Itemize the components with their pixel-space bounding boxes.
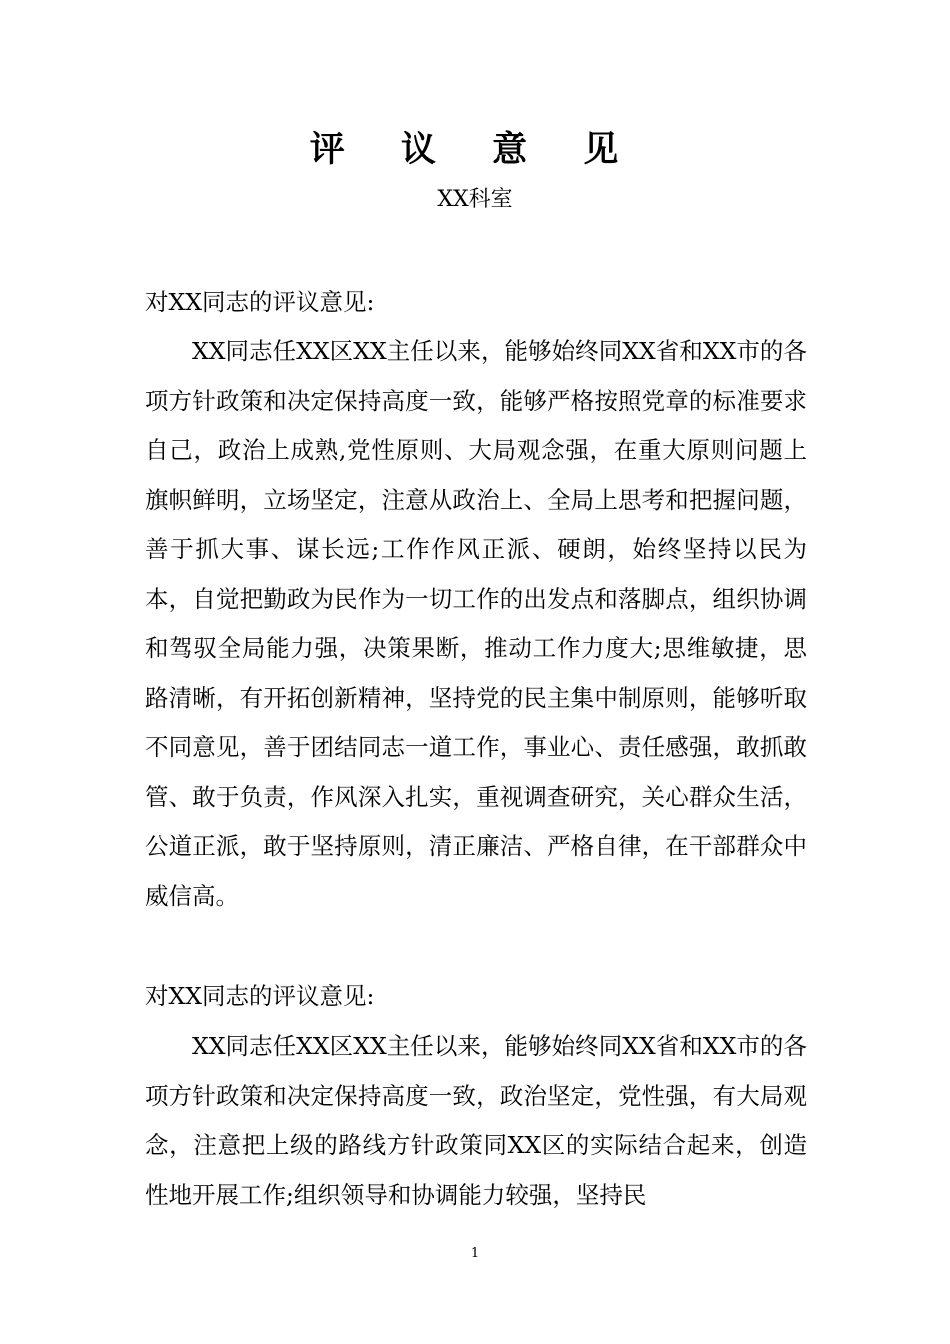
document-subtitle: XX科室 [437, 187, 513, 212]
section-heading-1: 对XX同志的评议意见: [145, 288, 375, 316]
document-title: 评 议 意 见 [309, 129, 641, 170]
section-paragraph-1: XX同志任XX区XX主任以来，能够始终同XX省和XX市的各项方针政策和决定保持高度一致，能够严格按照党章的标准要求自己，政治上成熟,党性原则、大局观念强，在重大原则问题上旗帜鲜明，立场坚定，注意从政治上、全局上思考和把握问题，善于抓大事、谋长远;工作作风正派、硬朗，始终坚持以民为本，自觉把勤政为民作为一切工作的出发点和落脚点，组织协调和驾驭全局能力强，决策果断，推动工作力度大;思维敏捷，思路清晰，有开拓创新精神，坚持党的民主集中制原则，能够听取不同意见，善于团结同志一道工作，事业心、责任感强，敢抓敢管、敢于负责，作风深入扎实，重视调查研究，关心群众生活，公道正派，敢于坚持原则，清正廉洁、严格自律，在干部群众中威信高。 [145, 337, 807, 910]
page-number: 1 [470, 1246, 480, 1261]
section-heading-2: 对XX同志的评议意见: [145, 982, 375, 1010]
section-paragraph-2: XX同志任XX区XX主任以来，能够始终同XX省和XX市的各项方针政策和决定保持高度一致，政治坚定，党性强，有大局观念，注意把上级的路线方针政策同XX区的实际结合起来，创造性地开展工作;组织领导和协调能力较强，坚持民 [145, 1032, 807, 1209]
